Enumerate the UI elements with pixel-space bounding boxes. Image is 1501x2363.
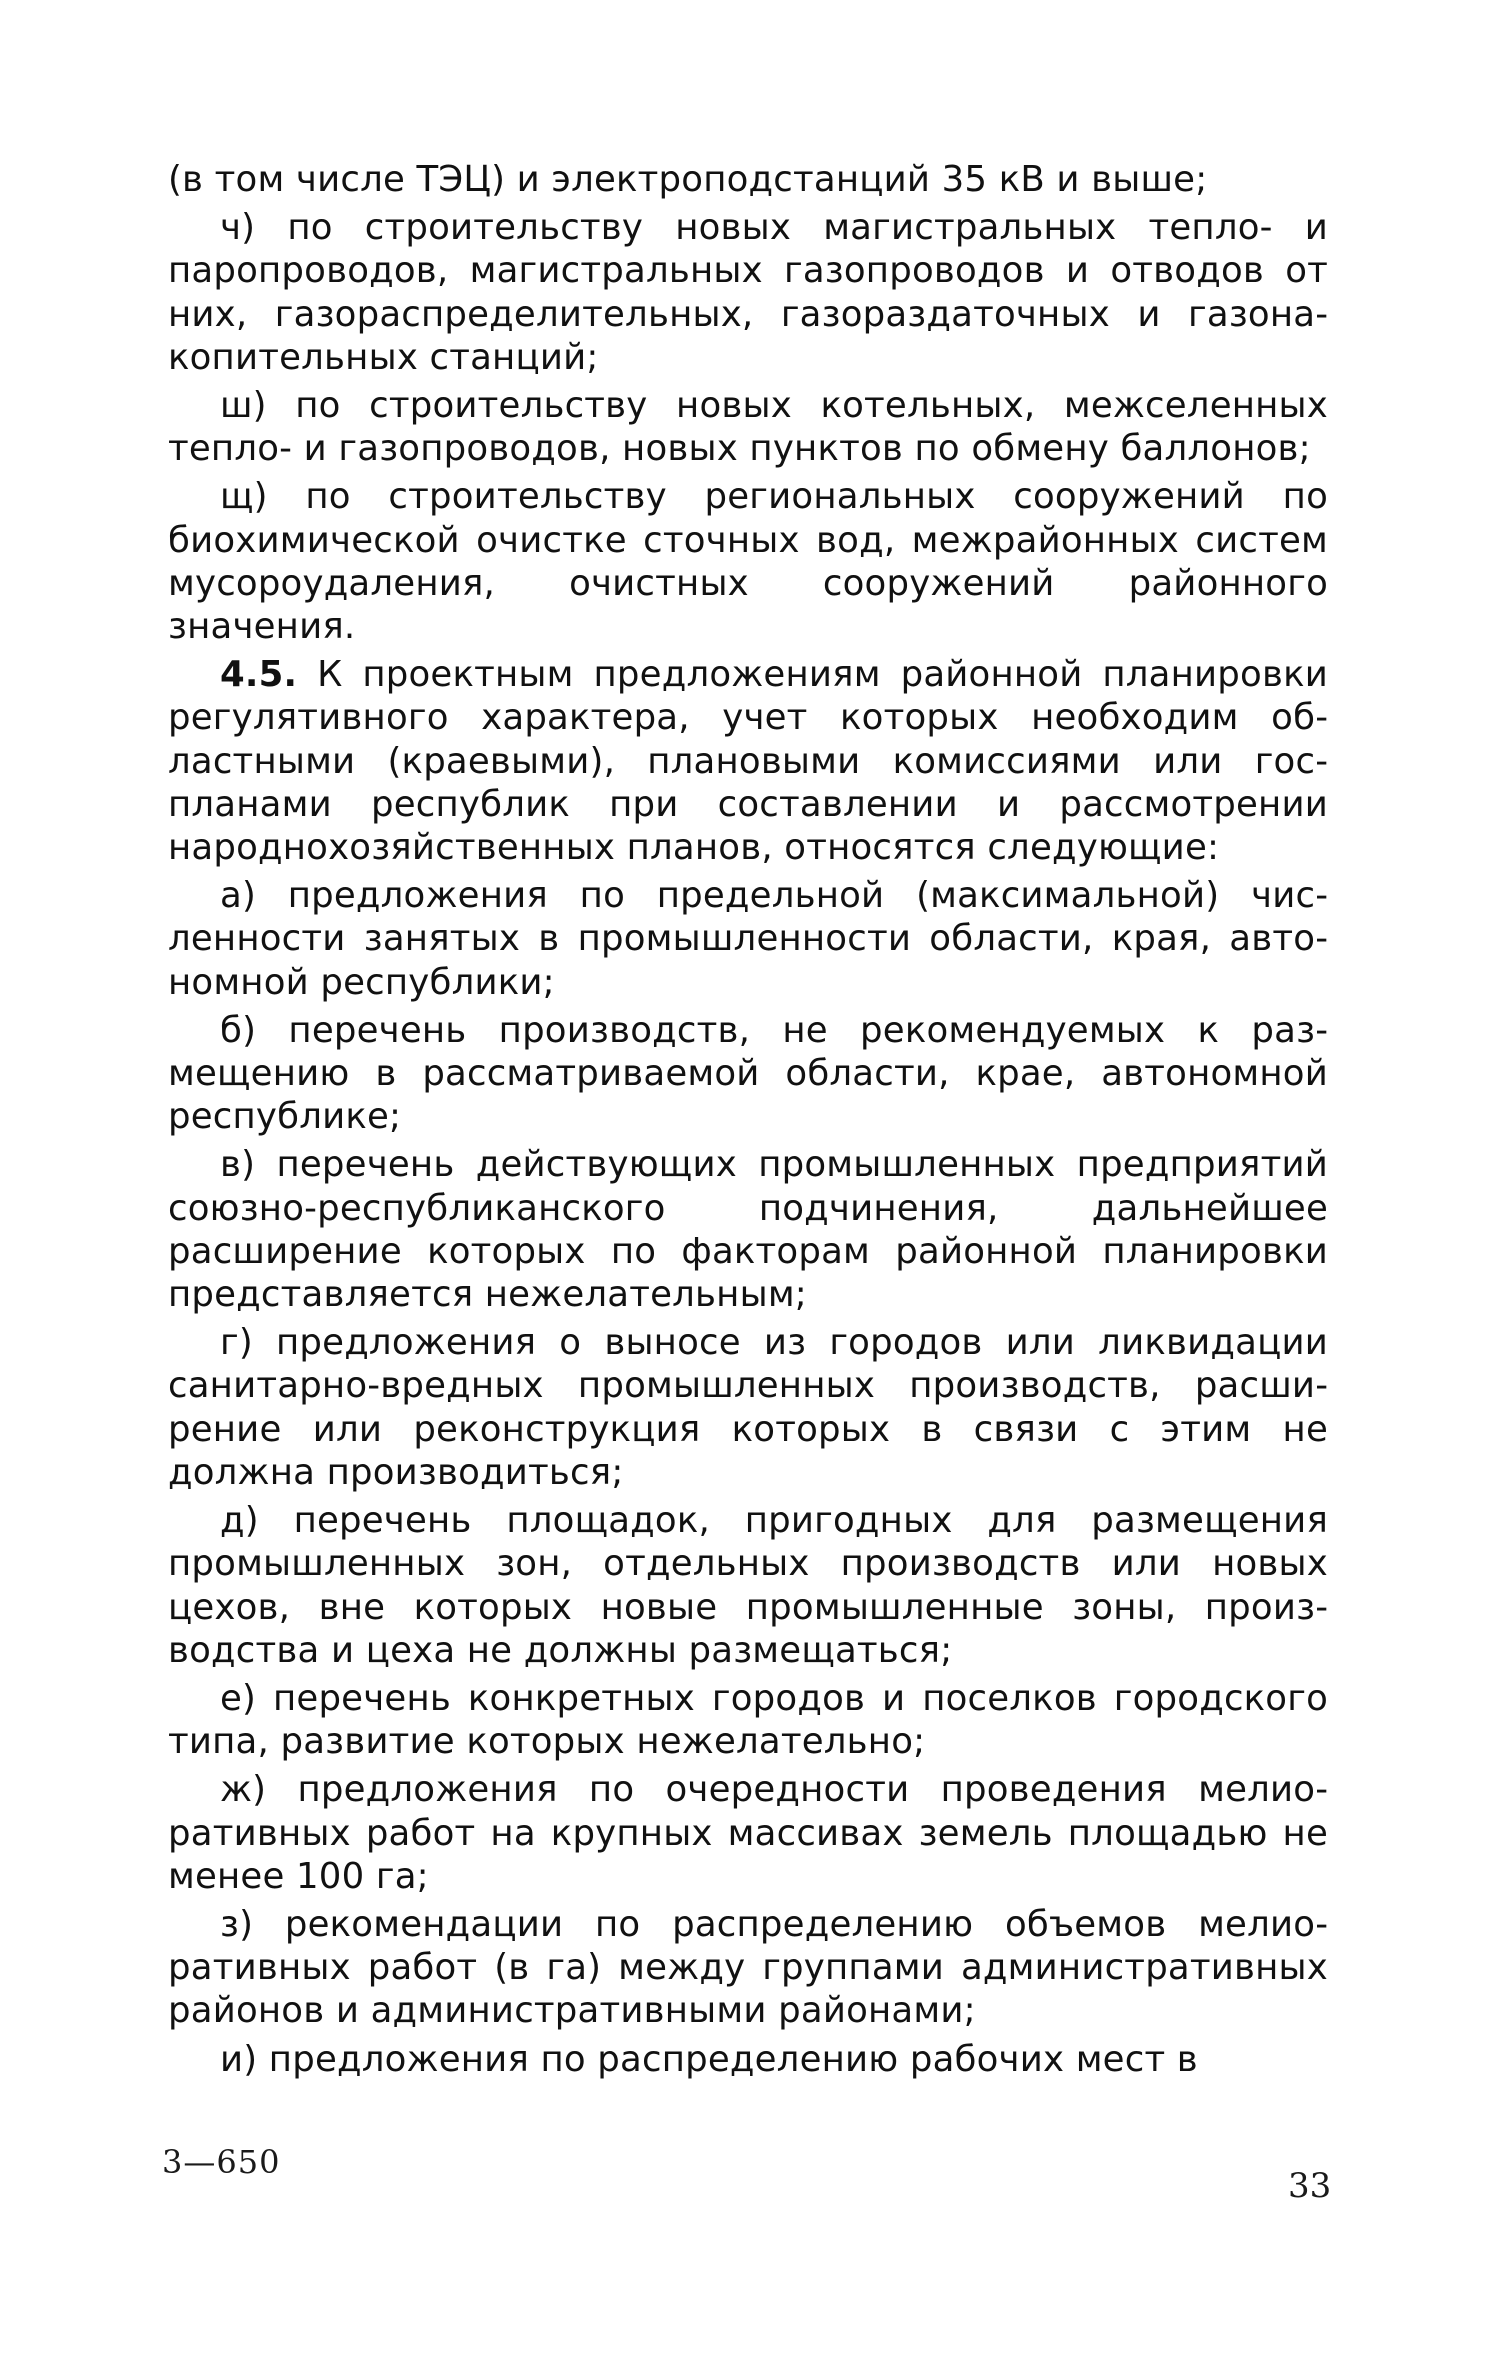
paragraph-item-i: и) предложения по распределению рабочих мест в	[220, 2038, 1198, 2080]
paragraph-item-sh: ш) по строительству новых котельных, межселенных тепло- и газопроводов, новых пунктов по обмену баллонов;	[168, 385, 1328, 470]
page-number: 33	[1288, 2166, 1332, 2206]
paragraph-item-b: б) перечень производств, не рекомендуемых к размещению в рассматриваемой области, крае, автономной республике;	[168, 1009, 1328, 1138]
page-body	[168, 158, 1328, 2086]
paragraph-item-ch: ч) по строительству новых магистральных тепло- и паропроводов, магистральных газопроводов и отводов от них, газораспределительных, газораздаточных и газонакопительных станций;	[168, 207, 1328, 378]
paragraph-section-4-5	[168, 653, 1328, 869]
paragraph-item-e: е) перечень конкретных городов и поселков городского типа, развитие которых нежелательно;	[168, 1677, 1328, 1763]
paragraph-item-v: в) перечень действующих промышленных предприятий союзно-республиканского подчинения, дальнейшее расширение которых по факторам районной планировки представляется нежелательным;	[168, 1144, 1328, 1316]
paragraph-item-a: а) предложения по предельной (максимальной) численности занятых в промышленности области, края, автономной республики;	[168, 875, 1328, 1003]
paragraph-item-g: г) предложения о выносе из городов или ликвидации санитарно-вредных промышленных производств, расширение или реконструкция которых в связи с этим не должна производиться;	[168, 1322, 1328, 1493]
section-number: 4.5.	[220, 654, 298, 696]
section-4-5-text: К проектным предложениям районной планировки регулятивного характера, учет которых необходим областными (краевыми), плановыми комиссиями или госпланами республик при составлении и рассмотрении народнохозяйственных планов, относятся следующие:	[168, 654, 1328, 869]
paragraph-item-shch: щ) по строительству региональных сооружений по биохимической очистке сточных вод, межрайонных систем мусороудаления, очистных сооружений районного значения.	[168, 476, 1328, 648]
printer-signature: 3—650	[162, 2143, 281, 2181]
paragraph-item-d: д) перечень площадок, пригодных для размещения промышленных зон, отдельных производств или новых цехов, вне которых новые промышленные зоны, производства и цеха не должны размещаться;	[168, 1500, 1328, 1671]
paragraph-item-zh: ж) предложения по очередности проведения мелиоративных работ на крупных массивах земель площадью не менее 100 га;	[168, 1769, 1328, 1897]
paragraph-intro: (в том числе ТЭЦ) и электроподстанций 35 кВ и выше;	[168, 159, 1208, 200]
paragraph-item-z: з) рекомендации по распределению объемов мелиоративных работ (в га) между группами административных районов и административными районами;	[168, 1903, 1328, 2032]
